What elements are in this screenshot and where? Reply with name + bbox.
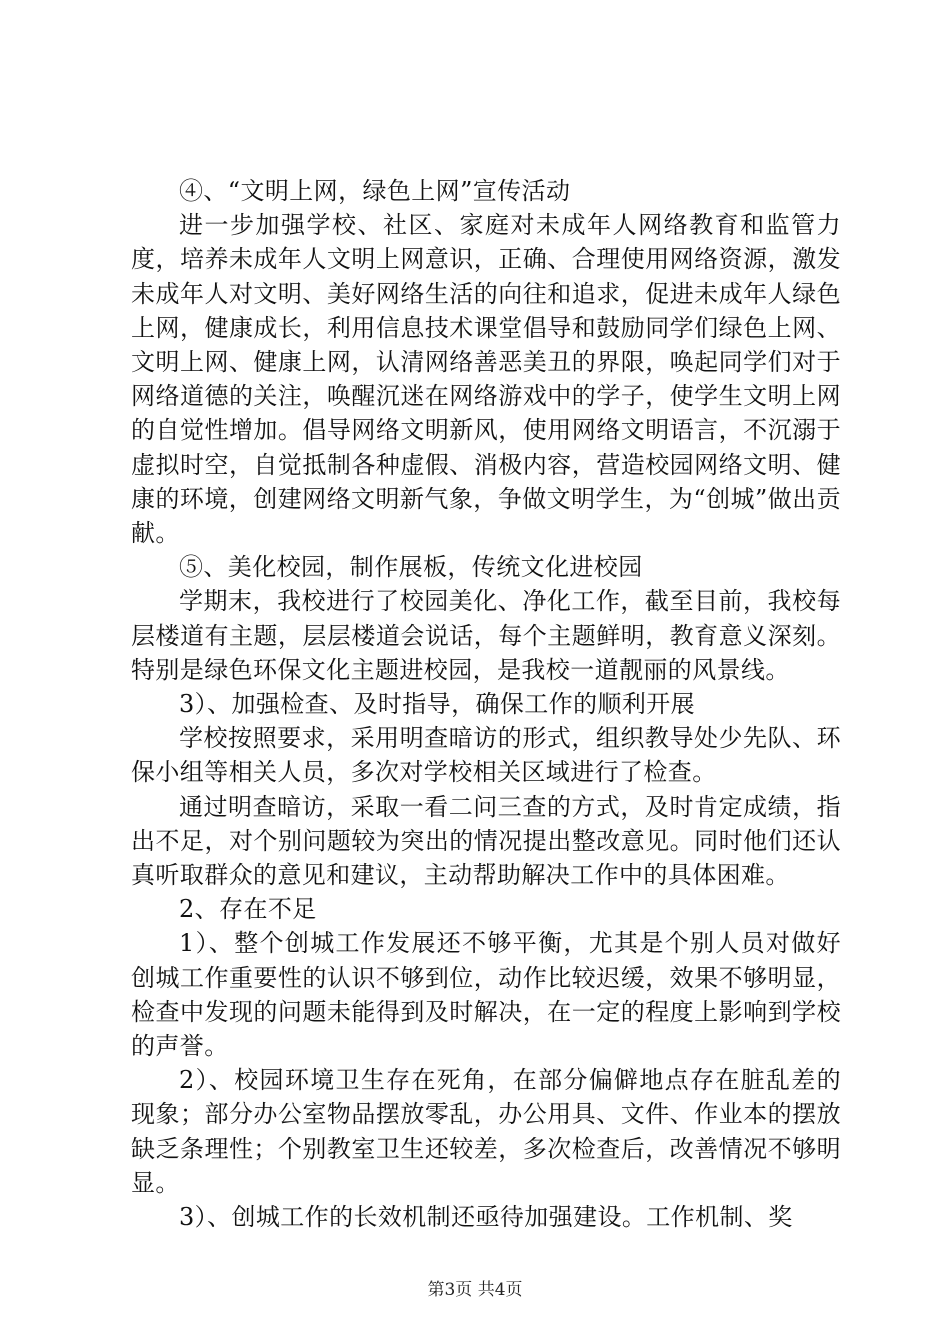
paragraph-shortcoming-2: 2）、校园环境卫生存在死角，在部分偏僻地点存在脏乱差的现象；部分办公室物品摆放零乱，办公用具、文件、作业本的摆放缺乏条理性；个别教室卫生还较差，多次检查后，改善情况不够明显。	[131, 1066, 841, 1197]
paragraph-civilized-internet: 进一步加强学校、社区、家庭对未成年人网络教育和监管力度，培养未成年人文明上网意识，正确、合理使用网络资源，激发未成年人对文明、美好网络生活的向往和追求，促进未成年人绿色上网，健康成长，利用信息技术课堂倡导和鼓励同学们绿色上网、文明上网、健康上网，认清网络善恶美丑的界限，唤起同学们对于网络道德的关注，唤醒沉迷在网络游戏中的学子，使学生文明上网的自觉性增加。倡导网络文明新风，使用网络文明语言，不沉溺于虚拟时空，自觉抵制各种虚假、消极内容，营造校园网络文明、健康的环境，创建网络文明新气象，争做文明学生，为“创城”做出贡献。	[131, 211, 841, 548]
paragraph-inspection-method: 学校按照要求，采用明查暗访的形式，组织教导处少先队、环保小组等相关人员，多次对学校相关区域进行了检查。	[131, 724, 841, 787]
paragraph-shortcoming-3: 3）、创城工作的长效机制还亟待加强建设。工作机制、奖	[179, 1203, 793, 1232]
section-heading-campus-beautification: ⑤、美化校园，制作展板，传统文化进校园	[179, 553, 643, 582]
paragraph-inspection-results: 通过明查暗访，采取一看二问三查的方式，及时肯定成绩，指出不足，对个别问题较为突出的情况提出整改意见。同时他们还认真听取群众的意见和建议，主动帮助解决工作中的具体困难。	[131, 792, 841, 890]
page-number-footer: 第3页 共4页	[427, 1280, 523, 1300]
paragraph-shortcoming-1: 1）、整个创城工作发展还不够平衡，尤其是个别人员对做好创城工作重要性的认识不够到位，动作比较迟缓，效果不够明显，检查中发现的问题未能得到及时解决，在一定的程度上影响到学校的声誉。	[131, 929, 841, 1061]
document-body	[131, 174, 841, 1234]
section-heading-inspection: 3）、加强检查、及时指导，确保工作的顺利开展	[179, 690, 696, 719]
paragraph-campus-beautification: 学期末，我校进行了校园美化、净化工作，截至目前，我校每层楼道有主题，层层楼道会说话，每个主题鲜明，教育意义深刻。特别是绿色环保文化主题进校园，是我校一道靓丽的风景线。	[131, 587, 841, 684]
section-heading-civilized-internet: ④、“文明上网，绿色上网”宣传活动	[179, 177, 571, 205]
section-heading-shortcomings: 2、存在不足	[179, 895, 317, 924]
